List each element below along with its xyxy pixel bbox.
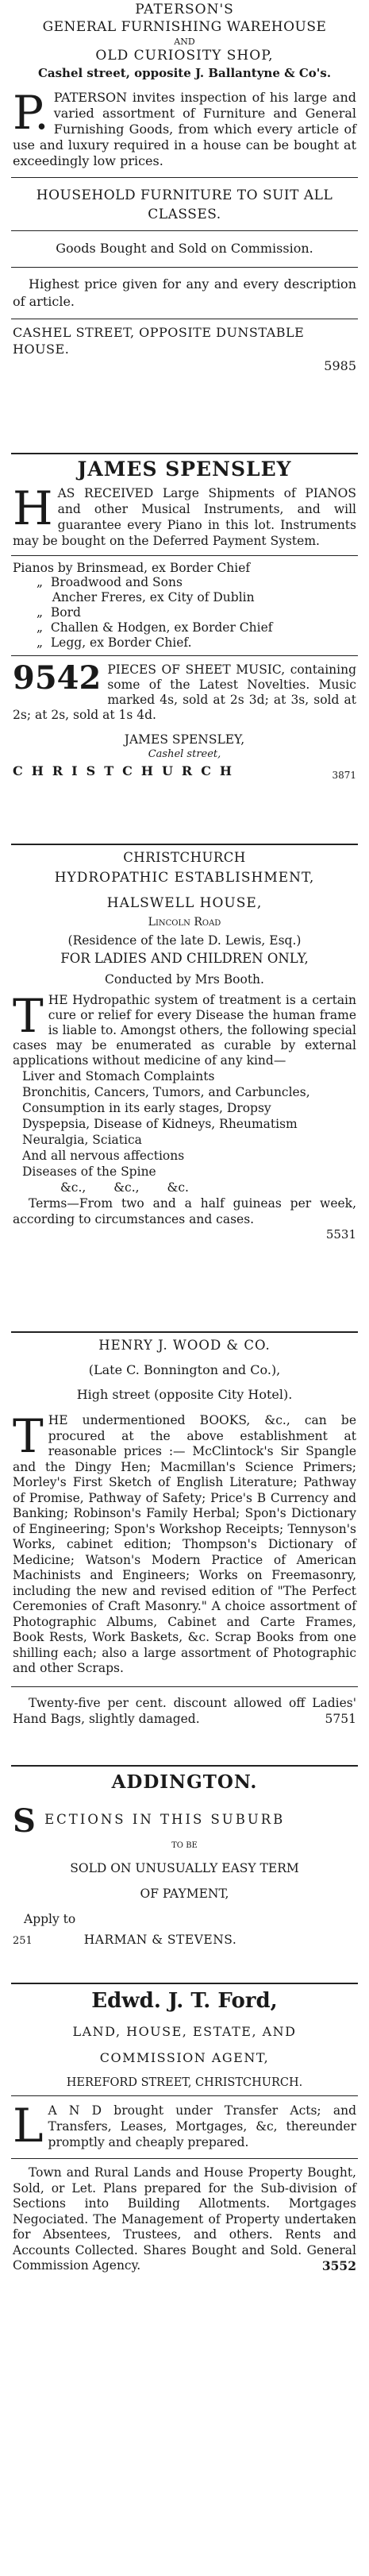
advert-body: HE Hydropathic system of treatment is a certain cure or relief for every Disease the human frame is liable to. Amongst others, the following special cases may be enumerated as curable by external applications without medicine of any kind— — [13, 993, 356, 1068]
ailment-item: Bronchitis, Cancers, Tumors, and Carbuncles, — [22, 1085, 310, 1099]
ford-advert — [0, 1989, 369, 2274]
advert-number: 5751 — [325, 1711, 356, 1726]
advert-number: 5531 — [325, 1227, 356, 1242]
advert-body: PATERSON invites inspection of his large and varied assortment of Furniture and General Furnishing Goods, from which every article of use and luxury required in a house can be bought at exceedingly low prices. — [13, 90, 356, 168]
drop-cap: T — [13, 989, 44, 1043]
ailment-item: Neuralgia, Sciatica — [22, 1133, 142, 1147]
advert-subtitle: HYDROPATHIC ESTABLISHMENT, — [54, 870, 315, 886]
residence-note: (Residence of the late D. Lewis, Esq.) — [67, 933, 302, 948]
advert-body: AS RECEIVED Large Shipments of PIANOS and other Musical Instruments, and will guarantee every Piano in this lot. Instruments may be bought on the Deferred Payment System. — [13, 486, 356, 548]
to-be-label: TO BE — [171, 1841, 198, 1850]
sections-line: ECTIONS IN THIS SUBURB — [44, 1812, 286, 1827]
drop-cap: T — [13, 1409, 44, 1463]
ailment-item: Liver and Stomach Complaints — [22, 1069, 215, 1083]
sold-line: SOLD ON UNUSUALLY EASY TERM — [70, 1861, 299, 1875]
drop-cap: S — [13, 1802, 38, 1840]
seller-name: JAMES SPENSLEY, — [124, 732, 245, 747]
drop-cap: L — [13, 2099, 44, 2153]
hydropathic-advert — [0, 850, 369, 1242]
section-heading: HOUSEHOLD FURNITURE TO SUIT ALL CLASSES. — [36, 187, 333, 222]
advert-subtitle: GENERAL FURNISHING WAREHOUSE — [42, 19, 327, 35]
advert-title: CHRISTCHURCH — [123, 850, 246, 865]
advert-number: 251 — [13, 1935, 33, 1947]
advert-number: 5985 — [324, 358, 356, 373]
advert-footer: CASHEL STREET, OPPOSITE DUNSTABLE HOUSE. — [13, 325, 305, 357]
discount-line: Twenty-five per cent. discount allowed off Ladies' Hand Bags, slightly damaged. — [13, 1695, 356, 1726]
advert-body: HE undermentioned BOOKS, &c., can be procured at the above establishment at reasonable prices :— McClintock's Sir Spangle and the Dingy Hen; Macmillan's Science Primers; Morley's First Sketch of English Literature; Pathway of Promise, Pathway of Safety; Price's B Currency and Banking; Robinson's Family Herbal; Spon's Dictionary of Engineering; Spon's Workshop Receipts; Tennyson's Works, cabinet edition; Thompson's Dictionary of Medicine; Watson's Modern Practice of American Machinists and Engineers; Works on Freemasonry, including the new and revised edition of "The Perfect Ceremonies of Craft Masonry." A choice assortment of Photographic Albums, Cabinet and Carte Frames, Book Rests, Work Baskets, &c. Scrap Books from one shilling each; also a large assortment of Photographic and other Scraps. — [13, 1413, 356, 1675]
ailment-item: Consumption in its early stages, Dropsy — [22, 1101, 271, 1115]
advert-number: 3552 — [321, 2258, 356, 2273]
piano-item: Legg, ex Border Chief. — [50, 635, 192, 650]
piano-item: Bord — [50, 605, 81, 620]
for-line: FOR LADIES AND CHILDREN ONLY, — [60, 951, 309, 966]
ailment-item: &c., &c., &c. — [60, 1180, 189, 1195]
high-street-line: High street (opposite City Hotel). — [76, 1387, 293, 1402]
spensley-advert: JAMES SPENSLEY H AS RECEIVED Large Shipments of PIANOS and other Musical Instruments, and will guarantee every Piano in this lot. Instruments may be bought on the Deferred Payment System. Pianos by Brinsmead, ex Border Chief „ Broadwood and Sons Ancher Freres, ex City of Dublin „ Bord „ Challen & Hodgen, ex Border Chief „ Legg, ex Border Chief. 9542 PIECES OF SHEET MUSIC, containing some of the Latest Novelties. Music marked 4s, sold at 2s 3d; at 3s, sold at 2s; at 2s, sold at 1s 4d. JAMES SPENSLEY, Cashel street, CHRISTCHURCH 3871 — [0, 458, 369, 781]
commission-line: Goods Bought and Sold on Commission. — [56, 241, 313, 256]
advert-address: Cashel street, opposite J. Ballantyne & Co's. — [37, 66, 332, 80]
ailment-item: And all nervous affections — [22, 1149, 185, 1163]
wood-advert — [0, 1338, 369, 1727]
advert-title: HENRY J. WOOD & CO. — [98, 1338, 271, 1353]
seller-street: Cashel street, — [148, 748, 221, 760]
ailment-item: Diseases of the Spine — [22, 1164, 156, 1179]
agent-line-2: COMMISSION AGENT, — [99, 2050, 270, 2065]
advert-title: ADDINGTON. — [111, 1771, 258, 1793]
pianos-intro: Pianos by Brinsmead, ex Border Chief — [13, 561, 251, 575]
addington-advert — [0, 1771, 369, 1947]
payment-line: OF PAYMENT, — [140, 1887, 229, 1901]
apply-line: Apply to — [24, 1912, 76, 1926]
piano-item: Broadwood and Sons — [50, 575, 183, 589]
late-line: (Late C. Bonnington and Co.), — [88, 1362, 281, 1377]
advert-subtitle-2: OLD CURIOSITY SHOP, — [95, 48, 274, 64]
paterson-advert — [0, 0, 369, 374]
advert-title: PATERSON'S — [135, 2, 234, 17]
highest-price: Highest price given for any and every description of article. — [13, 276, 356, 309]
agent-address: HEREFORD STREET, CHRISTCHURCH. — [66, 2076, 303, 2089]
house-name: HALSWELL HOUSE, — [106, 895, 263, 911]
drop-cap: P. — [13, 86, 49, 140]
agents-name: HARMAN & STEVENS. — [83, 1933, 237, 1947]
and-label: AND — [174, 37, 195, 47]
drop-cap: H — [13, 481, 53, 535]
terms-line: Terms—From two and a half guineas per week, according to circumstances and cases. — [13, 1196, 356, 1226]
conducted-line: Conducted by Mrs Booth. — [105, 972, 264, 987]
advert-body-2: Town and Rural Lands and House Property Bought, Sold, or Let. Plans prepared for the Sub-division of Sections into Building Allotments. Mortgages Negociated. The Management of Property undertaken for Absentees, Trustees, and others. Rents and Accounts Collected. Shares Bought and Sold. General Commission Agency. — [13, 2165, 356, 2273]
music-text: PIECES OF SHEET MUSIC, containing some of the Latest Novelties. Music marked 4s, sold at 2s 3d; at 3s, sold at 2s; at 2s, sold at 1s 4d. — [13, 662, 356, 722]
advert-number: 3871 — [332, 770, 356, 781]
advert-body: A N D brought under Transfer Acts; and Transfers, Leases, Mortgages, &c, thereunder promptly and cheaply prepared. — [48, 2103, 356, 2149]
piano-item: Challen & Hodgen, ex Border Chief — [50, 620, 273, 635]
ailment-item: Dyspepsia, Disease of Kidneys, Rheumatism — [22, 1117, 298, 1131]
seller-city: CHRISTCHURCH — [13, 763, 241, 778]
big-number: 9542 — [13, 659, 102, 697]
road-name: Lincoln Road — [148, 916, 221, 929]
piano-item: Ancher Freres, ex City of Dublin — [52, 590, 255, 604]
advert-title: Edwd. J. T. Ford, — [91, 1989, 278, 2013]
agent-line-1: LAND, HOUSE, ESTATE, AND — [72, 2024, 297, 2039]
advert-title: JAMES SPENSLEY — [77, 458, 292, 481]
